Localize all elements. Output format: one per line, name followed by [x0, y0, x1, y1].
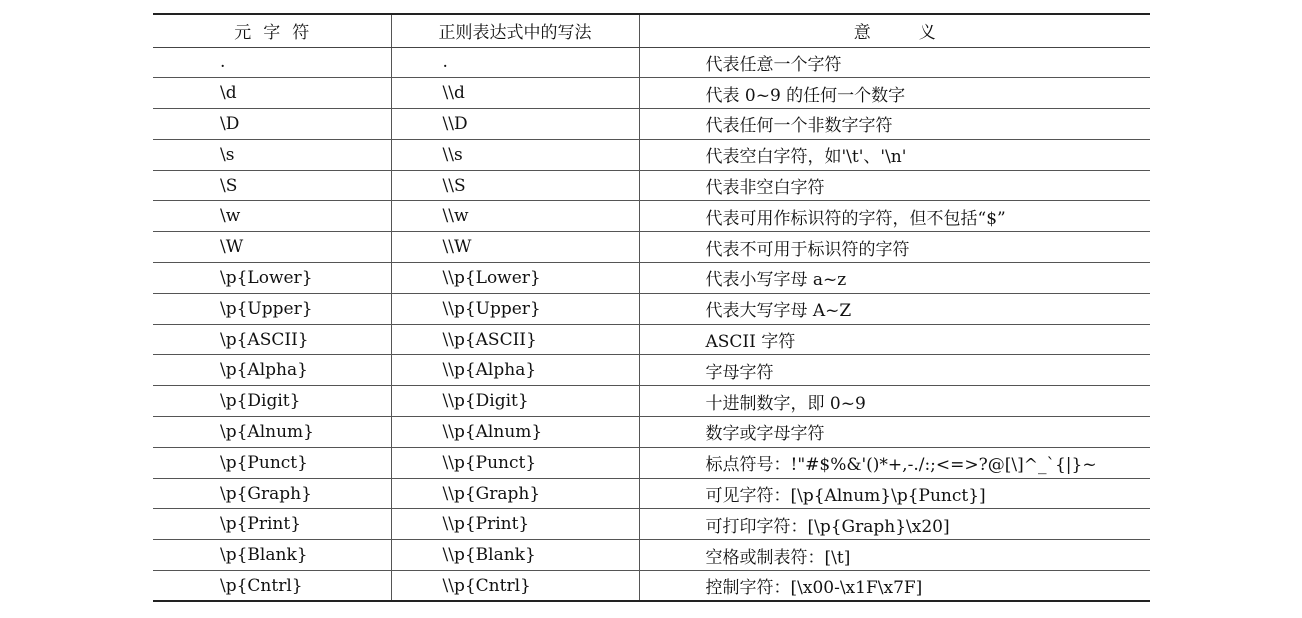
regex-notation-cell: \\D	[391, 109, 639, 140]
table-body	[153, 47, 1150, 601]
table-row	[153, 109, 1150, 140]
metacharacter-cell: \s	[153, 139, 391, 170]
regex-notation-cell: \\p{Alpha}	[391, 355, 639, 386]
regex-notation-cell: \\s	[391, 139, 639, 170]
regex-notation-cell: \\p{Cntrl}	[391, 571, 639, 602]
table-row	[153, 571, 1150, 602]
regex-notation-cell: \\p{Lower}	[391, 263, 639, 294]
metacharacter-cell: \S	[153, 170, 391, 201]
table-row	[153, 478, 1150, 509]
metacharacter-cell: \p{ASCII}	[153, 324, 391, 355]
metacharacter-cell: \p{Graph}	[153, 478, 391, 509]
meaning-cell: 空格或制表符：[\t]	[639, 540, 1150, 571]
meaning-cell: 代表大写字母 A~Z	[639, 293, 1150, 324]
regex-notation-cell: \\W	[391, 232, 639, 263]
metacharacter-cell: \D	[153, 109, 391, 140]
metacharacter-cell: \W	[153, 232, 391, 263]
table-row	[153, 324, 1150, 355]
meaning-cell: 数字或字母字符	[639, 417, 1150, 448]
meaning-cell: 字母字符	[639, 355, 1150, 386]
metacharacter-cell: .	[153, 47, 391, 78]
table-row	[153, 293, 1150, 324]
regex-notation-cell: \\p{Upper}	[391, 293, 639, 324]
meaning-cell: 代表非空白字符	[639, 170, 1150, 201]
regex-notation-cell: \\w	[391, 201, 639, 232]
meaning-cell: ASCII 字符	[639, 324, 1150, 355]
regex-notation-cell: \\S	[391, 170, 639, 201]
table-row	[153, 201, 1150, 232]
regex-notation-cell: \\p{Punct}	[391, 447, 639, 478]
meaning-cell: 可见字符：[\p{Alnum}\p{Punct}]	[639, 478, 1150, 509]
metacharacter-cell: \p{Alnum}	[153, 417, 391, 448]
header-metacharacter: 元字符	[153, 14, 391, 47]
header-row	[153, 14, 1150, 47]
table-row	[153, 509, 1150, 540]
regex-notation-cell: .	[391, 47, 639, 78]
meaning-cell: 代表任意一个字符	[639, 47, 1150, 78]
table-row	[153, 417, 1150, 448]
metacharacter-cell: \p{Alpha}	[153, 355, 391, 386]
meaning-cell: 代表小写字母 a~z	[639, 263, 1150, 294]
meaning-cell: 代表任何一个非数字字符	[639, 109, 1150, 140]
table-row	[153, 232, 1150, 263]
table-row	[153, 447, 1150, 478]
regex-notation-cell: \\p{Print}	[391, 509, 639, 540]
meaning-cell: 代表 0~9 的任何一个数字	[639, 78, 1150, 109]
table-row	[153, 355, 1150, 386]
metacharacter-cell: \p{Punct}	[153, 447, 391, 478]
regex-notation-cell: \\d	[391, 78, 639, 109]
metacharacter-table	[153, 13, 1150, 602]
table-row	[153, 540, 1150, 571]
meaning-cell: 代表不可用于标识符的字符	[639, 232, 1150, 263]
table-row	[153, 170, 1150, 201]
table-row	[153, 386, 1150, 417]
regex-notation-cell: \\p{Digit}	[391, 386, 639, 417]
metacharacter-cell: \p{Upper}	[153, 293, 391, 324]
metacharacter-cell: \p{Cntrl}	[153, 571, 391, 602]
metacharacter-cell: \p{Digit}	[153, 386, 391, 417]
meaning-cell: 十进制数字，即 0~9	[639, 386, 1150, 417]
regex-notation-cell: \\p{Blank}	[391, 540, 639, 571]
meaning-cell: 标点符号：!"#$%&'()*+,-./:;<=>?@[\]^_`{|}~	[639, 447, 1150, 478]
header-regex-notation: 正则表达式中的写法	[391, 14, 639, 47]
header-meaning: 意义	[639, 14, 1150, 47]
metacharacter-cell: \w	[153, 201, 391, 232]
metacharacter-cell: \d	[153, 78, 391, 109]
meaning-cell: 控制字符：[\x00-\x1F\x7F]	[639, 571, 1150, 602]
table-row	[153, 78, 1150, 109]
table-header	[153, 14, 1150, 47]
table-row	[153, 139, 1150, 170]
meaning-cell: 可打印字符：[\p{Graph}\x20]	[639, 509, 1150, 540]
table-row	[153, 47, 1150, 78]
metacharacter-cell: \p{Print}	[153, 509, 391, 540]
metacharacter-cell: \p{Lower}	[153, 263, 391, 294]
regex-notation-cell: \\p{Graph}	[391, 478, 639, 509]
table-row	[153, 263, 1150, 294]
meaning-cell: 代表可用作标识符的字符，但不包括“$”	[639, 201, 1150, 232]
meaning-cell: 代表空白字符，如'\t'、'\n'	[639, 139, 1150, 170]
regex-notation-cell: \\p{ASCII}	[391, 324, 639, 355]
regex-notation-cell: \\p{Alnum}	[391, 417, 639, 448]
metacharacter-cell: \p{Blank}	[153, 540, 391, 571]
